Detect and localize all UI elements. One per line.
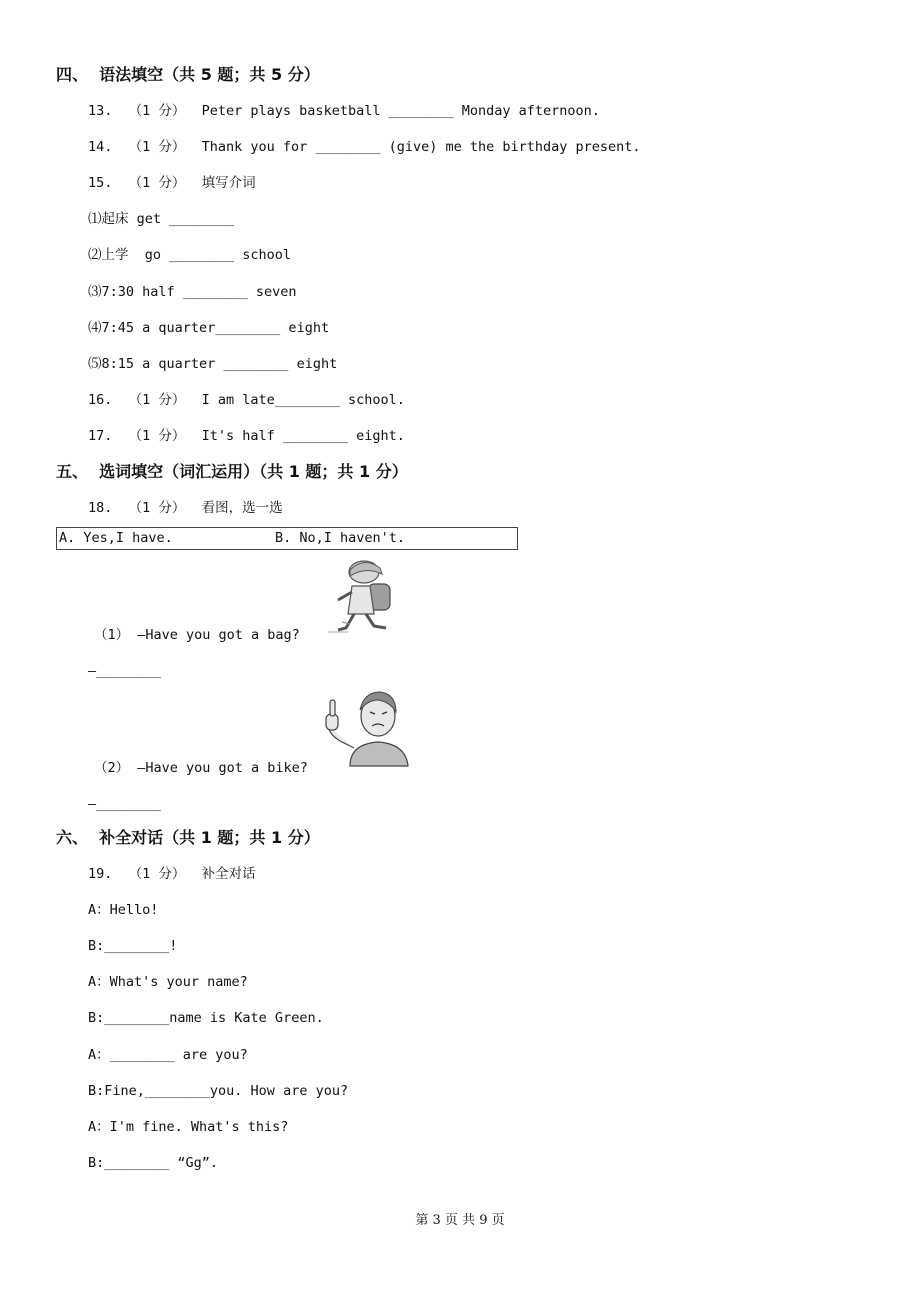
answer-blank-2: —________ [88,796,162,812]
question-18-sub-1: （1） —Have you got a bag? [94,627,300,643]
child-with-bag-image [328,558,402,638]
page-footer: 第 3 页 共 9 页 [415,1213,505,1228]
dialogue-line-3: A：What's your name? [88,974,248,990]
question-15-item-3: ⑶7:30 half ________ seven [88,284,297,300]
dialogue-line-1: A：Hello! [88,902,159,918]
section-heading-grammar: 四、 语法填空（共 5 题；共 5 分） [56,65,320,84]
question-15-item-2: ⑵上学 go ________ school [88,247,292,263]
section-heading-dialogue: 六、 补全对话（共 1 题；共 1 分） [56,828,320,847]
dialogue-line-6: B:Fine,________you. How are you? [88,1083,349,1099]
boy-pointing-image [320,686,412,772]
question-15: 15. （1 分） 填写介词 [88,175,256,191]
option-b: B. No,I haven't. [275,530,406,546]
question-17: 17. （1 分） It's half ________ eight. [88,428,405,444]
question-15-item-4: ⑷7:45 a quarter________ eight [88,320,330,336]
dialogue-line-2: B:________! [88,938,178,954]
dialogue-line-4: B:________name is Kate Green. [88,1010,324,1026]
option-a: A. Yes,I have. [59,530,173,546]
question-13: 13. （1 分） Peter plays basketball ________ Monday afternoon. [88,103,600,119]
question-15-item-1: ⑴起床 get ________ [88,211,235,227]
question-14: 14. （1 分） Thank you for ________ (give) me the birthday present. [88,139,641,155]
question-18-sub-2: （2） —Have you got a bike? [94,760,308,776]
dialogue-line-7: A：I'm fine. What's this? [88,1119,289,1135]
question-16: 16. （1 分） I am late________ school. [88,392,405,408]
dialogue-line-5: A：________ are you? [88,1047,248,1063]
question-15-item-5: ⑸8:15 a quarter ________ eight [88,356,338,372]
question-19: 19. （1 分） 补全对话 [88,866,256,882]
section-heading-word-choice: 五、 选词填空（词汇运用）（共 1 题；共 1 分） [56,462,408,481]
answer-blank-1: —________ [88,663,162,679]
option-box [56,527,518,550]
dialogue-line-8: B:________ “Gg”. [88,1155,219,1171]
question-18: 18. （1 分） 看图，选一选 [88,500,283,516]
